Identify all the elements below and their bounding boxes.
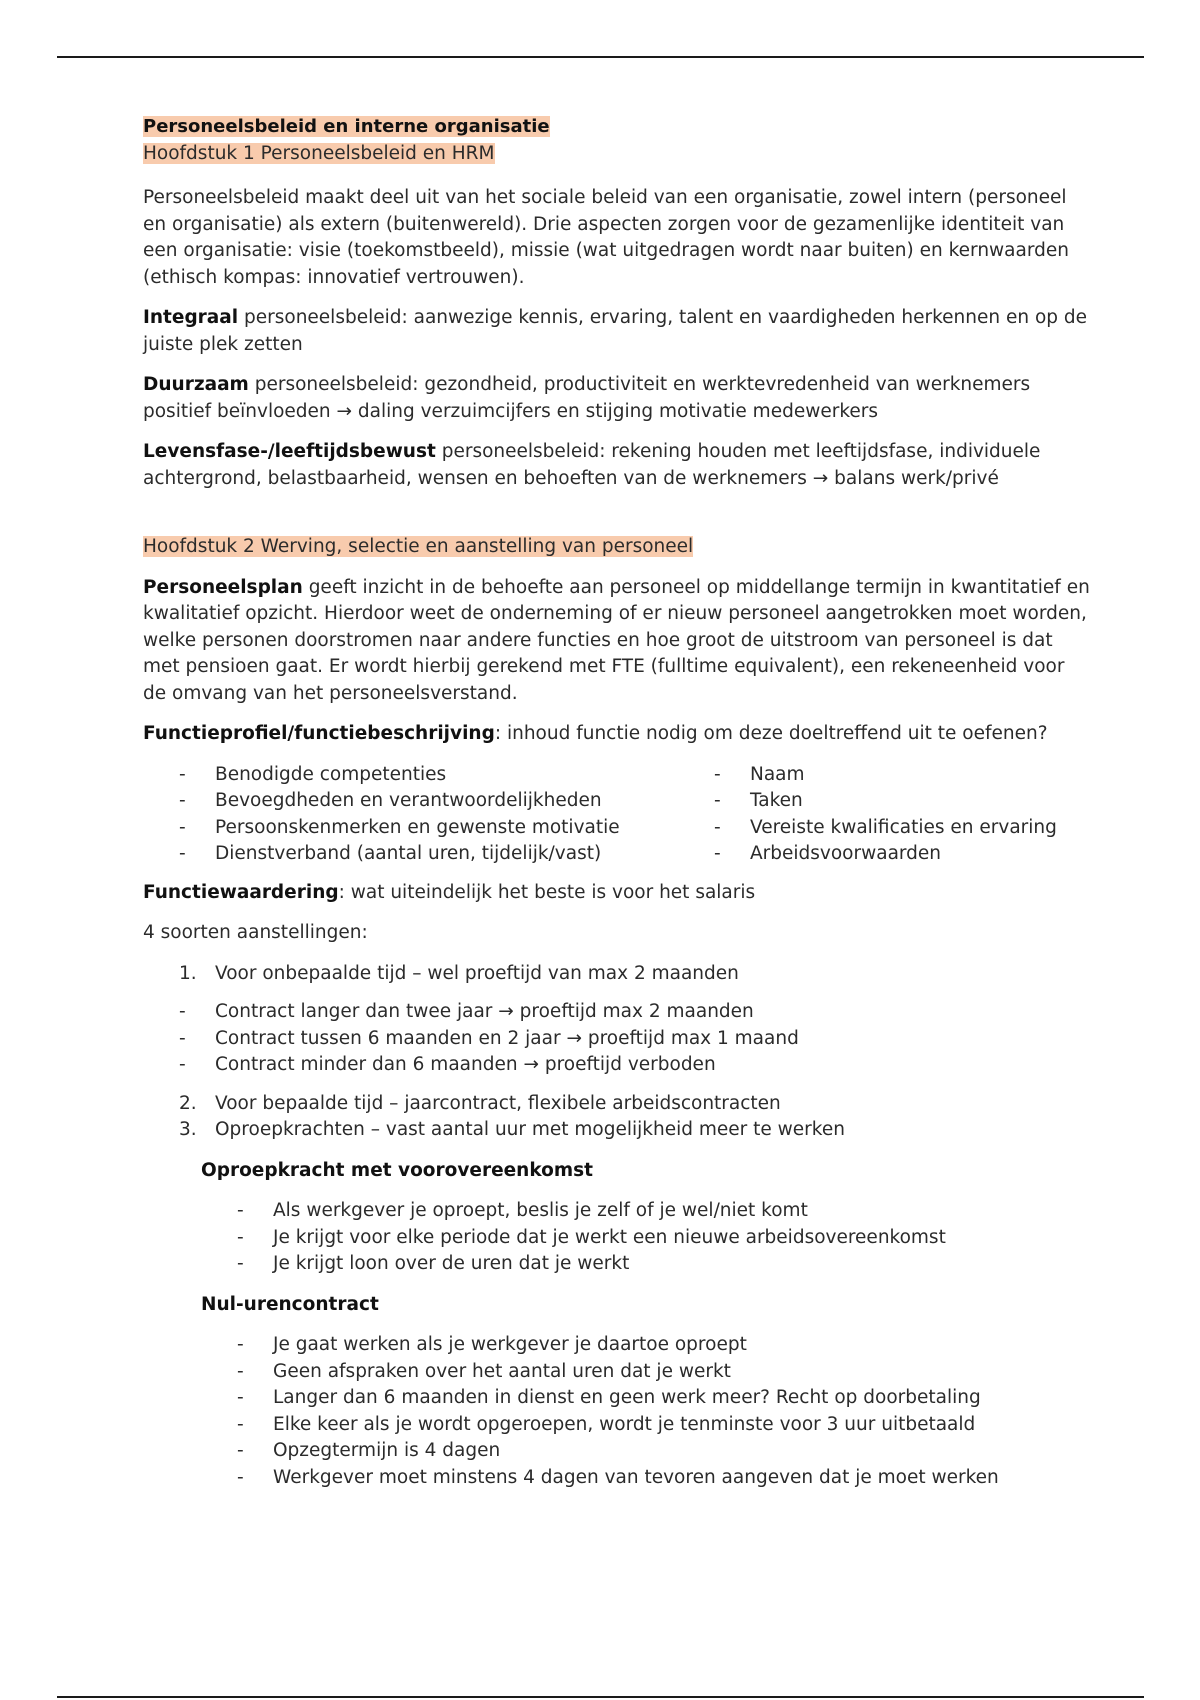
list-item: - Naam [678, 762, 1093, 789]
functiewaardering-paragraph: Functiewaardering: wat uiteindelijk het beste is voor het salaris [143, 881, 756, 903]
duurzaam-paragraph: Duurzaam personeelsbeleid: gezondheid, productiviteit en werktevredenheid van werknemers positief beïnvloeden → daling verzuimcijfers en stijging motivatie medewerkers [143, 374, 1031, 422]
proeftijd-list [143, 999, 1093, 1079]
list-item: - Als werkgever je oproept, beslis je zelf of je wel/niet komt [201, 1198, 1093, 1225]
list-item: 3. Oproepkrachten – vast aantal uur met mogelijkheid meer te werken [179, 1119, 845, 1140]
list-item: - Werkgever moet minstens 4 dagen van tevoren aangeven dat je moet werken [201, 1465, 1093, 1492]
functieprofiel-term: Functieprofiel/functiebeschrijving [143, 723, 495, 744]
personeelsplan-paragraph: Personeelsplan geeft inzicht in de behoefte aan personeel op middellange termijn in kwantitatief en kwalitatief opzicht. Hierdoor weet de onderneming of er nieuw personeel aangetrokken moet worden, welke personen doorstromen naar andere functies en hoe groot de uitstroom van personeel is dat met pensioen gaat. Er wordt hierbij gerekend met FTE (fulltime equivalent), een rekeneenheid voor de omvang van het personeelsverstand. [143, 576, 1090, 704]
nul-urencontract-title: Nul-urencontract [201, 1293, 379, 1315]
integraal-term: Integraal [143, 307, 239, 328]
aanstellingen-intro: 4 soorten aanstellingen: [143, 922, 368, 943]
list-item: - Je gaat werken als je werkgever je daartoe oproept [201, 1332, 1093, 1359]
list-item: - Contract langer dan twee jaar → proeftijd max 2 maanden [143, 999, 1093, 1026]
aanstellingen-list-2 [143, 1091, 1093, 1144]
aanstellingen-list-1 [143, 961, 1093, 988]
list-item: - Contract minder dan 6 maanden → proeftijd verboden [143, 1052, 1093, 1079]
functieprofiel-right-list [678, 762, 1093, 868]
nul-urencontract-list [201, 1332, 1093, 1491]
levensfase-term: Levensfase-/leeftijdsbewust [143, 441, 436, 462]
list-item: - Langer dan 6 maanden in dienst en geen werk meer? Recht op doorbetaling [201, 1385, 1093, 1412]
personeelsplan-term: Personeelsplan [143, 576, 303, 598]
voorovereenkomst-title: Oproepkracht met voorovereenkomst [201, 1159, 593, 1181]
list-item: - Geen afspraken over het aantal uren dat je werkt [201, 1359, 1093, 1386]
list-item: 2. Voor bepaalde tijd – jaarcontract, flexibele arbeidscontracten [179, 1092, 781, 1114]
chapter-2-title: Hoofdstuk 2 Werving, selectie en aanstelling van personeel [143, 536, 694, 557]
list-item: - Vereiste kwalificaties en ervaring [678, 815, 1093, 842]
list-item: - Dienstverband (aantal uren, tijdelijk/vast) [143, 841, 678, 868]
voorovereenkomst-list [201, 1198, 1093, 1278]
functieprofiel-lists [143, 762, 1093, 868]
integraal-paragraph: Integraal personeelsbeleid: aanwezige kennis, ervaring, talent en vaardigheden herkennen en op de juiste plek zetten [143, 307, 1088, 355]
chapter-1-title: Hoofdstuk 1 Personeelsbeleid en HRM [143, 142, 495, 164]
levensfase-paragraph: Levensfase-/leeftijdsbewust personeelsbeleid: rekening houden met leeftijdsfase, individuele achtergrond, belastbaarheid, wensen en behoeften van de werknemers → balans werk/privé [143, 441, 1041, 489]
list-item: - Contract tussen 6 maanden en 2 jaar → proeftijd max 1 maand [143, 1026, 1093, 1053]
list-item: - Bevoegdheden en verantwoordelijkheden [143, 788, 678, 815]
list-item: - Je krijgt voor elke periode dat je werkt een nieuwe arbeidsovereenkomst [201, 1225, 1093, 1252]
footer-rule [57, 1696, 1144, 1698]
functieprofiel-paragraph: Functieprofiel/functiebeschrijving: inhoud functie nodig om deze doeltreffend uit te oefenen? [143, 723, 1048, 744]
document-title: Personeelsbeleid en interne organisatie [143, 116, 550, 137]
functieprofiel-left-list [143, 762, 678, 868]
voorovereenkomst-section [143, 1158, 1093, 1278]
list-item: - Elke keer als je wordt opgeroepen, wordt je tenminste voor 3 uur uitbetaald [201, 1412, 1093, 1439]
duurzaam-term: Duurzaam [143, 374, 249, 395]
functiewaardering-term: Functiewaardering [143, 881, 339, 903]
chapter-1-intro: Personeelsbeleid maakt deel uit van het sociale beleid van een organisatie, zowel intern (personeel en organisatie) als extern (buitenwereld). Drie aspecten zorgen voor de gezamenlijke identiteit van een organisatie: visie (toekomstbeeld), missie (wat uitgedragen wordt naar buiten) en kernwaarden (ethisch kompas: innovatief vertrouwen). [143, 187, 1069, 288]
document-body [143, 114, 1093, 1491]
list-item: - Benodigde competenties [143, 762, 678, 789]
header-rule [57, 56, 1144, 58]
list-item: 1. Voor onbepaalde tijd – wel proeftijd van max 2 maanden [179, 962, 739, 984]
list-item: - Je krijgt loon over de uren dat je werkt [201, 1251, 1093, 1278]
list-item: - Opzegtermijn is 4 dagen [201, 1438, 1093, 1465]
nul-urencontract-section [143, 1292, 1093, 1492]
list-item: - Persoonskenmerken en gewenste motivatie [143, 815, 678, 842]
list-item: - Taken [678, 788, 1093, 815]
list-item: - Arbeidsvoorwaarden [678, 841, 1093, 868]
